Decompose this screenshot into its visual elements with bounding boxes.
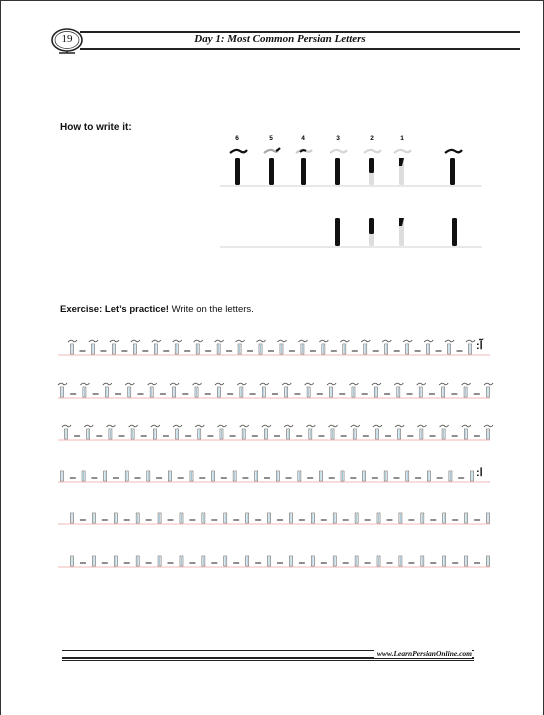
- footer-rule-bottom: [62, 660, 474, 661]
- step-number: 4: [301, 135, 305, 142]
- page-title: Day 1: Most Common Persian Letters: [194, 33, 366, 45]
- practice-label-alef: :ا: [476, 467, 483, 479]
- practice-row: [58, 513, 490, 524]
- step-number: 2: [370, 135, 374, 142]
- how-to-heading: How to write it:: [60, 122, 132, 133]
- exercise-text: Write on the letters.: [168, 304, 254, 315]
- practice-row: [58, 471, 490, 482]
- practice-row: [58, 383, 493, 398]
- practice-label-alef-madda: :آ: [476, 340, 483, 352]
- footer-url: www.LearnPersianOnline.com: [374, 649, 472, 658]
- step-number: 1: [400, 135, 404, 142]
- step-number: 5: [269, 135, 273, 142]
- step-number: 3: [336, 135, 340, 142]
- practice-row: [58, 556, 490, 567]
- practice-row: [58, 425, 493, 440]
- step-number: 6: [235, 135, 239, 142]
- page-number: 19: [61, 33, 73, 45]
- practice-row: [58, 340, 490, 355]
- exercise-heading: Exercise: Let’s practice!: [60, 304, 169, 315]
